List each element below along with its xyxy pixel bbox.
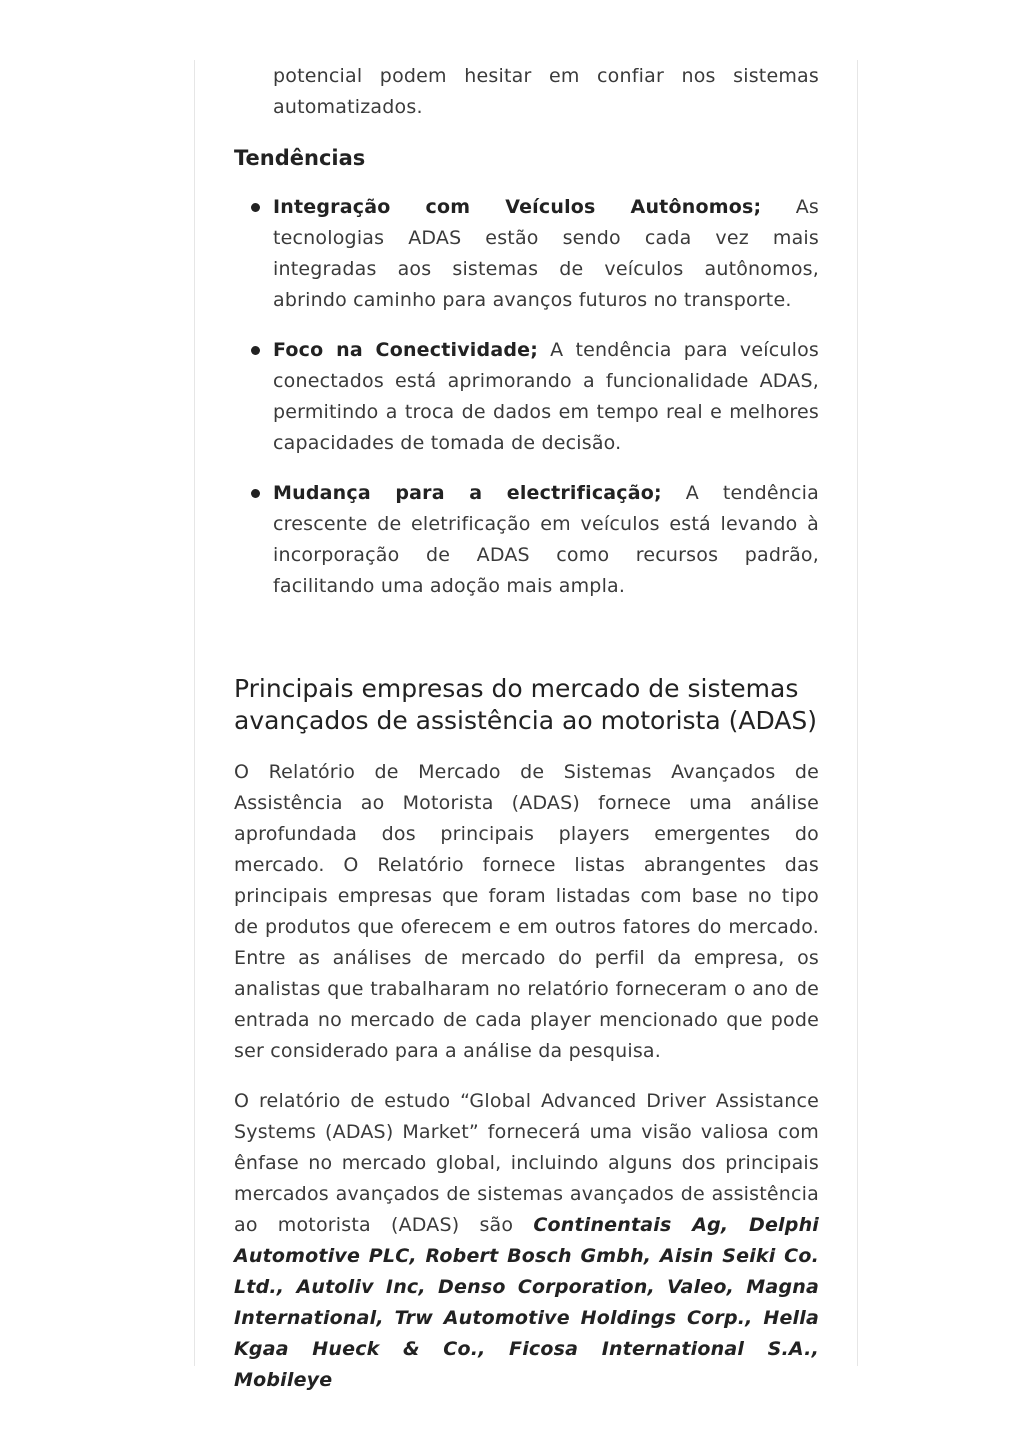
trend-item-connectivity [234,335,819,459]
companies-list: Continentais Ag, Delphi Automotive PLC, Robert Bosch Gmbh, Aisin Seiki Co. Ltd., Autoliv Inc, Denso Corporation, Valeo, Magna International, Trw Automotive Holdings Corp., Hella Kgaa Hueck & Co., Ficosa International S.A., Mobileye [234,1214,820,1391]
bullet-icon [251,346,260,355]
trend-text: A tendência crescente de eletrificação em veículos está levando à incorporação de ADAS como recursos padrão, facilitando uma adoção mais ampla. [273,482,819,597]
trend-item-electrification [234,478,819,602]
bullet-icon [251,489,260,498]
companies-lead-text: O relatório de estudo “Global Advanced Driver Assistance Systems (ADAS) Market” fornecerá uma visão valiosa com ênfase no mercado global, incluindo alguns dos principais mercados avançados de sistemas avançados de assistência ao motorista (ADAS) são [234,1090,819,1236]
companies-paragraph [234,1086,819,1396]
article-content [234,60,819,1396]
section-heading: Principais empresas do mercado de sistemas avançados de assistência ao motorista (ADAS) [234,674,818,735]
trend-item-autonomous [234,192,819,316]
trend-text: A tendência para veículos conectados está aprimorando a funcionalidade ADAS, permitindo a troca de dados em tempo real e melhores capacidades de tomada de decisão. [273,339,819,454]
trends-heading: Tendências [234,146,366,170]
trend-text: As tecnologias ADAS estão sendo cada vez mais integradas aos sistemas de veículos autônomos, abrindo caminho para avanços futuros no transporte. [273,196,819,311]
trends-list [234,192,819,602]
bullet-icon [251,203,260,212]
article-card [194,60,858,1391]
trend-term: Foco na Conectividade; [273,339,539,361]
market-report-paragraph: O Relatório de Mercado de Sistemas Avançados de Assistência ao Motorista (ADAS) fornece uma análise aprofundada dos principais players emergentes do mercado. O Relatório fornece listas abrangentes das principais empresas que foram listadas com base no tipo de produtos que oferecem e em outros fatores do mercado. Entre as análises de mercado do perfil da empresa, os analistas que trabalharam no relatório forneceram o ano de entrada no mercado de cada player mencionado que pode ser considerado para a análise da pesquisa. [234,761,819,1062]
trend-term: Integração com Veículos Autônomos; [273,196,762,218]
intro-continuation-text: potencial podem hesitar em confiar nos sistemas automatizados. [273,65,819,118]
trend-term: Mudança para a electrificação; [273,482,662,504]
